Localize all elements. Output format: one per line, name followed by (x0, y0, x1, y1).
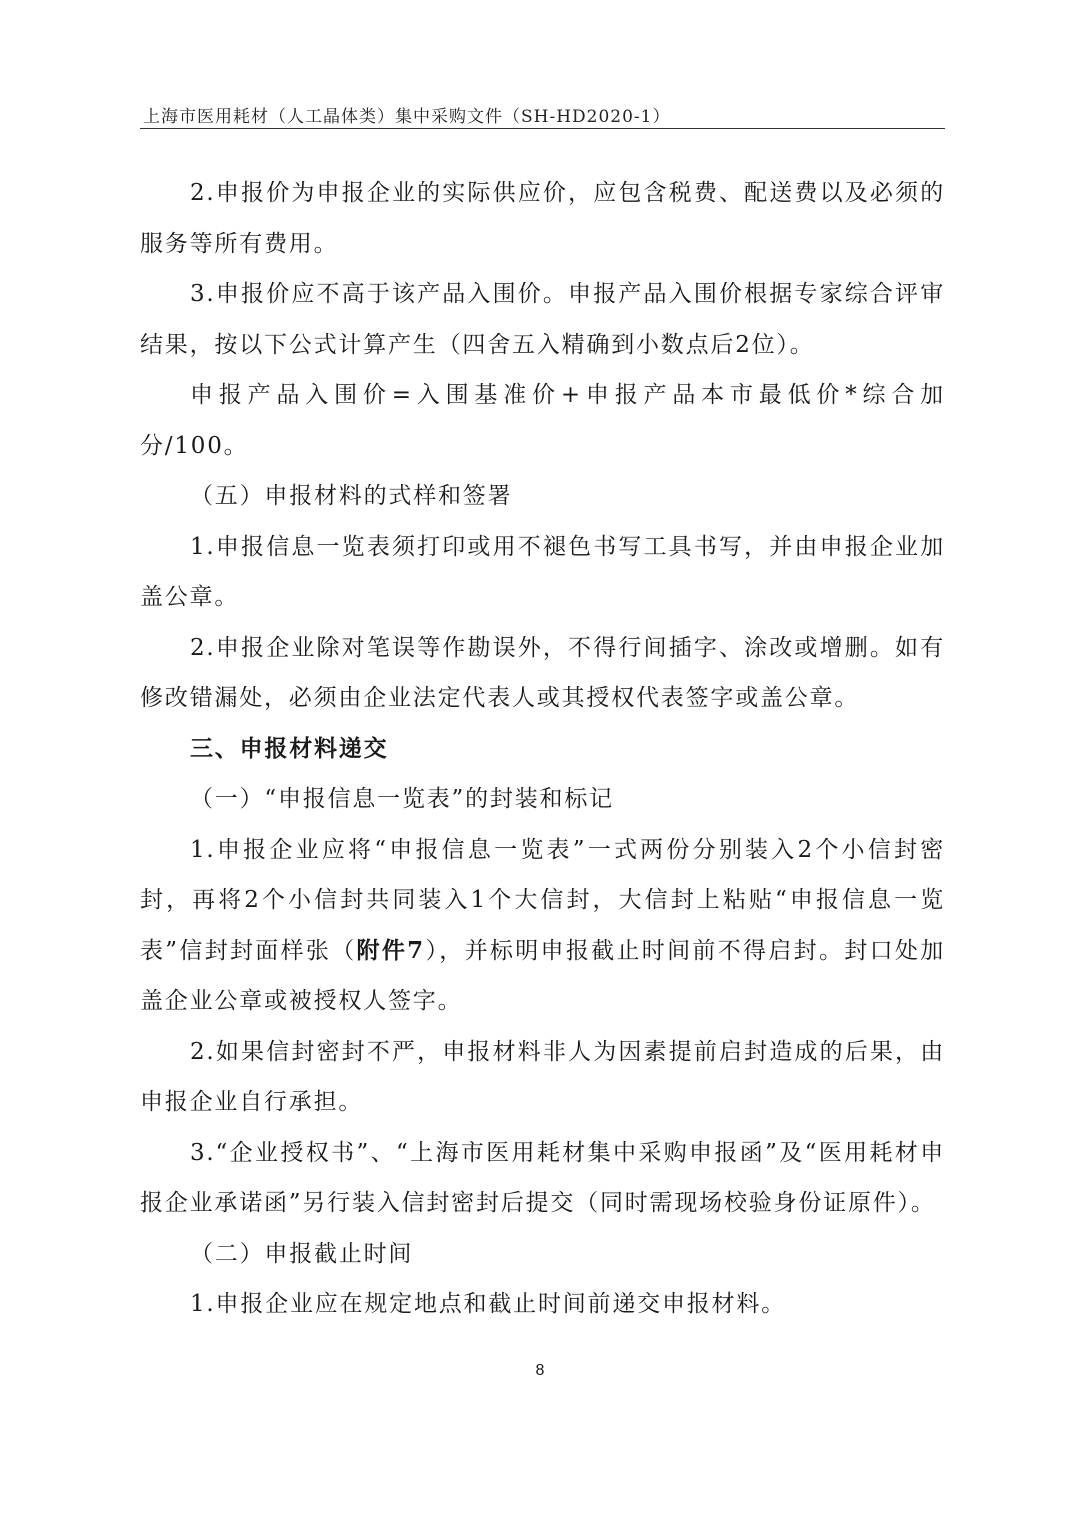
paragraph-declared-price: 2.申报价为申报企业的实际供应价，应包含税费、配送费以及必须的服务等所有费用。 (140, 180, 945, 257)
envelope-text-after: ），并标明申报截止时间前不得启封。封口处加盖企业公章或被授权人签字。 (140, 937, 945, 1014)
paragraph-no-alterations: 2.申报企业除对笔误等作勘误外，不得行间插字、涂改或增删。如有修改错漏处，必须由企业法定代表人或其授权代表签字或盖公章。 (140, 634, 945, 711)
subheading-deadline: （二）申报截止时间 (190, 1240, 414, 1267)
page-number: 8 (535, 1362, 545, 1379)
subheading-packaging-marking: （一）“申报信息一览表”的封装和标记 (190, 786, 614, 812)
document-header: 上海市医用耗材（人工晶体类）集中采购文件（SH-HD2020-1） (143, 107, 671, 127)
paragraph-envelope-sealing (140, 825, 945, 1027)
paragraph-seal-liability: 2.如果信封密封不严，申报材料非人为因素提前启封造成的后果，由申报企业自行承担。 (140, 1038, 945, 1115)
envelope-text-before: 1.申报企业应将“申报信息一览表”一式两份分别装入2个小信封密封，再将2个小信封共同装入1个大信封，大信封上粘贴“申报信息一览表”信封封面样张（ (140, 836, 945, 964)
paragraph-price-ceiling: 3.申报价应不高于该产品入围价。申报产品入围价根据专家综合评审结果，按以下公式计算产生（四舍五入精确到小数点后2位）。 (140, 281, 945, 358)
header-divider (140, 128, 945, 129)
subheading-format-signature: （五）申报材料的式样和签署 (190, 483, 513, 509)
attachment-7-reference: 附件7 (356, 936, 425, 964)
paragraph-additional-documents: 3.“企业授权书”、“上海市医用耗材集中采购申报函”及“医用耗材申报企业承诺函”另行装入信封密封后提交（同时需现场校验身份证原件）。 (140, 1139, 945, 1216)
section-heading-submission: 三、申报材料递交 (190, 735, 389, 762)
document-body (140, 168, 945, 1330)
paragraph-deadline-submission: 1.申报企业应在规定地点和截止时间前递交申报材料。 (190, 1291, 786, 1317)
paragraph-info-sheet-printing: 1.申报信息一览表须打印或用不褪色书写工具书写，并由申报企业加盖公章。 (140, 533, 945, 610)
paragraph-formula: 申报产品入围价=入围基准价+申报产品本市最低价*综合加分/100。 (140, 382, 945, 459)
